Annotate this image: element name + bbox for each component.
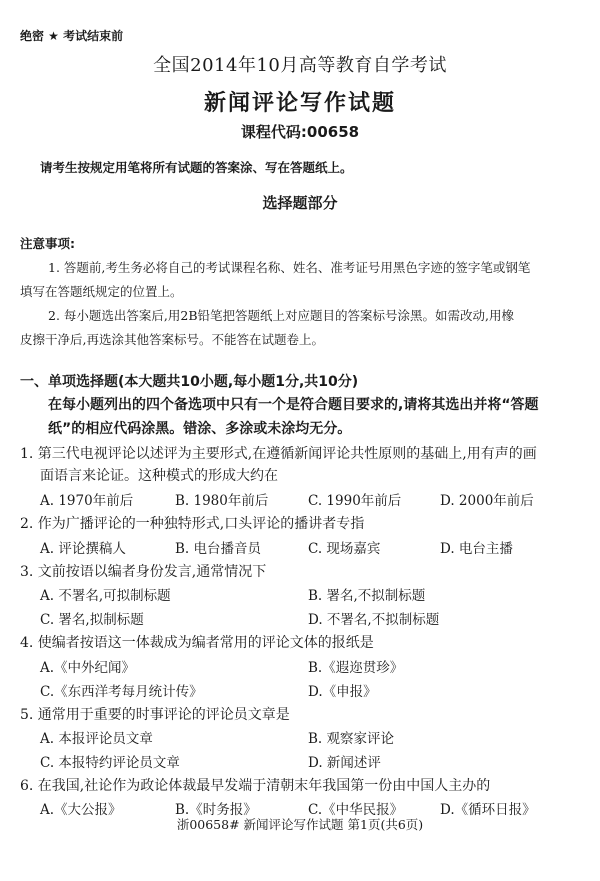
option-b: B.《遐迩贯珍》 [308,660,404,676]
answer-instruction: 请考生按规定用笔将所有试题的答案涂、写在答题纸上。 [40,160,353,175]
question-stem: 5. 通常用于重要的时事评论的评论员文章是 [20,707,290,723]
option-a: A.《中外纪闻》 [40,660,136,676]
option-a: A.《大公报》 [40,802,122,818]
option-c: C. 本报特约评论员文章 [40,755,180,771]
notice-title: 注意事项: [20,236,75,251]
option-c: C.《东西洋考每月统计传》 [40,684,203,700]
option-b: B.《时务报》 [175,802,257,818]
option-b: B. 署名,不拟制标题 [308,588,426,604]
option-d: D.《循环日报》 [440,802,536,818]
secrecy-label: 绝密 ★ 考试结束前 [20,29,124,43]
question-stem: 2. 作为广播评论的一种独特形式,口头评论的播讲者专指 [20,516,365,532]
option-a: A. 不署名,可拟制标题 [40,588,171,604]
option-b: B. 观察家评论 [308,731,395,747]
part-one-instruction: 在每小题列出的四个备选项中只有一个是符合题目要求的,请将其选出并将“答题 [48,397,539,413]
notice-line: 1. 答题前,考生务必将自己的考试课程名称、姓名、准考证号用黑色字迹的签字笔或钢笔 [48,260,531,275]
question-stem: 面语言来论证。这种模式的形成大约在 [40,468,278,484]
option-a: A. 本报评论员文章 [40,731,153,747]
page-footer: 浙00658# 新闻评论写作试题 第1页(共6页) [176,817,424,832]
option-d: D.《申报》 [308,684,377,700]
option-b: B. 1980年前后 [175,493,269,509]
option-d: D. 新闻述评 [308,755,381,771]
option-a: A. 1970年前后 [40,493,134,509]
course-code: 课程代码:00658 [240,123,360,141]
section-title: 选择题部分 [262,194,338,212]
option-a: A. 评论撰稿人 [40,541,126,557]
option-c: C. 署名,拟制标题 [40,612,144,628]
option-c: C. 1990年前后 [308,493,402,509]
notice-line: 填写在答题纸规定的位置上。 [20,284,183,299]
exam-name: 全国2014年10月高等教育自学考试 [153,55,447,76]
option-d: D. 不署名,不拟制标题 [308,612,440,628]
option-c: C. 现场嘉宾 [308,541,381,557]
option-d: D. 电台主播 [440,541,513,557]
question-stem: 6. 在我国,社论作为政论体裁最早发端于清朝末年我国第一份由中国人主办的 [20,778,491,794]
part-one-title: 一、单项选择题(本大题共10小题,每小题1分,共10分) [20,374,359,390]
option-c: C.《中华民报》 [308,802,404,818]
option-b: B. 电台播音员 [175,541,262,557]
question-stem: 1. 第三代电视评论以述评为主要形式,在遵循新闻评论共性原则的基础上,用有声的画 [20,446,537,462]
paper-title: 新闻评论写作试题 [203,91,396,116]
notice-line: 皮擦干净后,再选涂其他答案标号。不能答在试题卷上。 [20,332,324,347]
option-d: D. 2000年前后 [440,493,534,509]
question-stem: 3. 文前按语以编者身份发言,通常情况下 [20,564,267,580]
notice-line: 2. 每小题选出答案后,用2B铅笔把答题纸上对应题目的答案标号涂黑。如需改动,用橡 [48,308,514,323]
part-one-instruction: 纸”的相应代码涂黑。错涂、多涂或未涂均无分。 [48,421,352,437]
question-stem: 4. 使编者按语这一体裁成为编者常用的评论文体的报纸是 [20,635,374,651]
